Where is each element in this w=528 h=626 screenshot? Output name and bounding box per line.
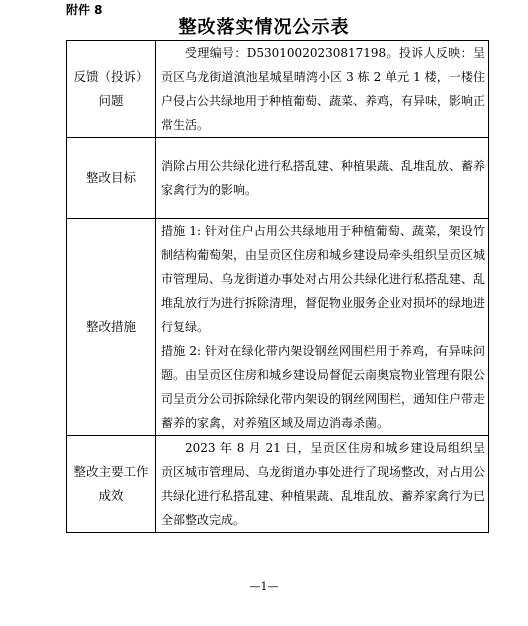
row-label-measures: 整改措施 — [67, 219, 156, 436]
row-content-issue — [156, 41, 489, 138]
page-title: 整改落实情况公示表 — [178, 17, 350, 38]
table-row-results — [67, 436, 489, 533]
rectification-table — [66, 40, 489, 533]
attachment-label: 附件 8 — [66, 3, 103, 17]
measure-2-paragraph: 措施 2: 针对在绿化带内架设钢丝网围栏用于养鸡，有异味问题。由呈贡区住房和城乡建设局督促云南奥宸物业管理有限公司呈贡分公司拆除绿化带内架设的钢丝网围栏，通知住户带走蓄养的家禽，对养殖区域及周边消毒杀菌。 — [161, 344, 486, 430]
row-content-measures — [156, 219, 489, 436]
issue-paragraph: 受理编号：D53010020230817198。投诉人反映：呈贡区乌龙街道滇池星城星晴湾小区 3 栋 2 单元 1 楼，一楼住户侵占公共绿地用于种植葡萄、蔬菜、养鸡，有异味，影响正常生活。 — [161, 46, 486, 132]
table-row-measures — [67, 219, 489, 436]
measure-1-paragraph: 措施 1: 针对住户占用公共绿地用于种植葡萄、蔬菜，架设竹制结构葡萄架，由呈贡区住房和城乡建设局牵头组织呈贡区城市管理局、乌龙街道办事处对占用公共绿化进行私搭乱建、乱堆乱放行为进行拆除清理，督促物业服务企业对损坏的绿地进行复绿。 — [161, 224, 486, 334]
row-label-issue: 反馈（投诉）问题 — [67, 41, 156, 138]
table-row-issue — [67, 41, 489, 138]
results-paragraph: 2023 年 8 月 21 日，呈贡区住房和城乡建设局组织呈贡区城市管理局、乌龙街道办事处进行了现场整改，对占用公共绿化进行私搭乱建、种植果蔬、乱堆乱放、蓄养家禽行为已全部整改完成。 — [161, 441, 486, 527]
row-content-goal — [156, 138, 489, 219]
page-number: —1— — [249, 580, 279, 593]
goal-paragraph: 消除占用公共绿化进行私搭乱建、种植果蔬、乱堆乱放、蓄养家禽行为的影响。 — [161, 159, 486, 197]
table-row-goal — [67, 138, 489, 219]
row-content-results — [156, 436, 489, 533]
row-label-goal: 整改目标 — [67, 138, 156, 219]
row-label-results: 整改主要工作成效 — [67, 436, 156, 533]
